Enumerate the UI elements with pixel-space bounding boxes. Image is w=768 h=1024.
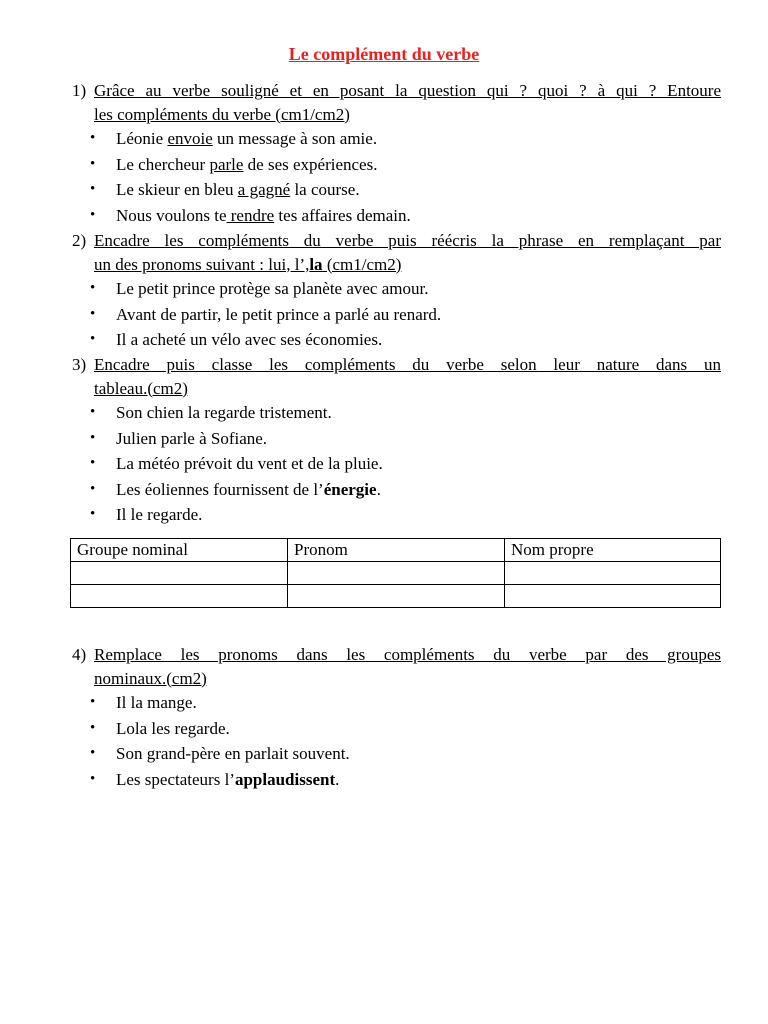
- bullet-icon: •: [90, 181, 96, 197]
- table-cell-empty[interactable]: [288, 585, 505, 608]
- bullet-icon: •: [90, 506, 96, 522]
- question-number: 1): [72, 81, 87, 100]
- list-item: • Le petit prince protège sa planète avec amour.: [90, 276, 441, 302]
- question-text-line: Encadre puis classe les compléments du verbe selon leur nature dans un: [94, 355, 721, 374]
- question-text-line: les compléments du verbe (cm1/cm2): [94, 104, 350, 124]
- page-title: Le complément du verbe: [288, 44, 480, 64]
- table-cell-empty[interactable]: [288, 562, 505, 585]
- underlined-verb: envoie: [167, 129, 213, 148]
- table-cell-empty[interactable]: [505, 562, 721, 585]
- question-text-line: tableau.(cm2): [94, 378, 188, 398]
- list-item: • Les spectateurs l’applaudissent.: [90, 767, 350, 793]
- question-4: [72, 643, 721, 690]
- list-item: • Nous voulons te rendre tes affaires demain.: [90, 203, 411, 229]
- bullet-icon: •: [90, 305, 96, 322]
- list-item: • La météo prévoit du vent et de la pluie.: [90, 451, 383, 477]
- list-item: • Julien parle à Sofiane.: [90, 426, 383, 452]
- bullet-icon: •: [90, 480, 96, 497]
- list-item: • Il a acheté un vélo avec ses économies.: [90, 327, 441, 353]
- sentence-list: [90, 690, 350, 792]
- table-header-cell: Nom propre: [505, 539, 721, 562]
- bullet-icon: •: [90, 155, 96, 172]
- list-item: • Il le regarde.: [90, 502, 383, 528]
- question-text-line: Encadre les compléments du verbe puis réécris la phrase en remplaçant par: [94, 231, 721, 250]
- question-text-line: Grâce au verbe souligné et en posant la question qui ? quoi ? à qui ? Entoure: [94, 81, 721, 100]
- bullet-icon: •: [90, 404, 96, 420]
- bullet-icon: •: [90, 719, 96, 736]
- bullet-icon: •: [90, 130, 96, 146]
- question-number: 2): [72, 231, 87, 250]
- table-row: [71, 562, 721, 585]
- list-item: • Avant de partir, le petit prince a parlé au renard.: [90, 302, 441, 328]
- question-text-line: nominaux.(cm2): [94, 668, 207, 688]
- question-2: [72, 229, 721, 276]
- bullet-icon: •: [90, 280, 96, 296]
- table-header-cell: Pronom: [288, 539, 505, 562]
- list-item: • Son chien la regarde tristement.: [90, 400, 383, 426]
- bullet-icon: •: [90, 455, 96, 471]
- underlined-verb: rendre: [226, 205, 275, 225]
- question-text-line: un des pronoms suivant : lui, l’,la (cm1/cm2): [94, 254, 402, 274]
- list-item: • Léonie envoie un message à son amie.: [90, 126, 411, 152]
- underlined-verb: parle: [209, 154, 244, 174]
- question-1: [72, 79, 721, 126]
- sentence-list: [90, 276, 441, 353]
- table-row: [71, 585, 721, 608]
- table-header-cell: Groupe nominal: [71, 539, 288, 562]
- question-number: 4): [72, 645, 87, 664]
- question-number: 3): [72, 355, 87, 374]
- table-header-row: [71, 539, 721, 562]
- bullet-icon: •: [90, 429, 96, 446]
- list-item: • Son grand-père en parlait souvent.: [90, 741, 350, 767]
- question-text-line: Remplace les pronoms dans les compléments du verbe par des groupes: [94, 645, 721, 664]
- sentence-list: [90, 400, 383, 528]
- sentence-list: [90, 126, 411, 228]
- question-3: [72, 353, 721, 400]
- list-item: • Les éoliennes fournissent de l’énergie.: [90, 477, 383, 503]
- bullet-icon: •: [90, 745, 96, 761]
- underlined-verb: a gagné: [237, 180, 291, 199]
- list-item: • Le skieur en bleu a gagné la course.: [90, 177, 411, 203]
- list-item: • Il la mange.: [90, 690, 350, 716]
- list-item: • Le chercheur parle de ses expériences.: [90, 152, 411, 178]
- classification-table: [70, 538, 721, 608]
- bullet-icon: •: [90, 694, 96, 710]
- table-cell-empty[interactable]: [71, 585, 288, 608]
- bullet-icon: •: [90, 331, 96, 347]
- list-item: • Lola les regarde.: [90, 716, 350, 742]
- bullet-icon: •: [90, 770, 96, 787]
- bullet-icon: •: [90, 206, 96, 223]
- table-cell-empty[interactable]: [505, 585, 721, 608]
- table-cell-empty[interactable]: [71, 562, 288, 585]
